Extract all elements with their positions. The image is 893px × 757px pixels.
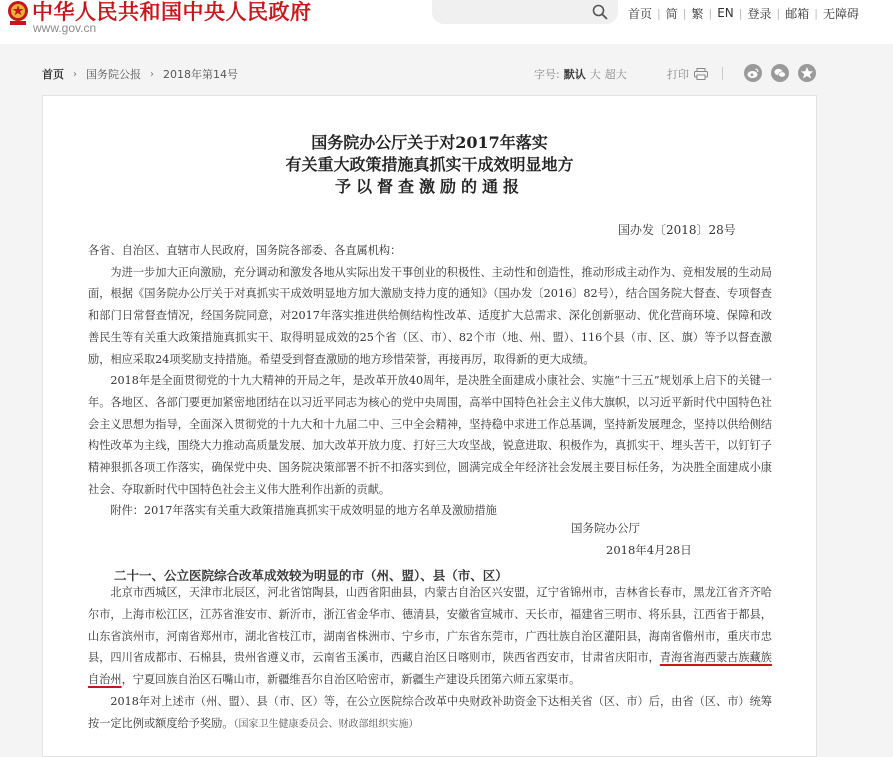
nav-separator: | bbox=[682, 6, 687, 20]
nav-english[interactable]: EN bbox=[717, 6, 734, 20]
font-size-xlarge[interactable]: 超大 bbox=[604, 68, 627, 81]
section-heading: 二十一、公立医院综合改革成效较为明显的市（州、盟）、县（市、区） bbox=[114, 568, 508, 583]
chevron-right-icon: › bbox=[73, 68, 77, 80]
search-icon[interactable] bbox=[592, 4, 608, 20]
nav-separator: | bbox=[657, 6, 661, 20]
article-content bbox=[42, 95, 817, 757]
title-line-2: 有关重大政策措施真抓实干成效明显地方 bbox=[285, 155, 574, 174]
closing-text: 2018年对上述市（州、盟）、县（市、区）等，在公立医院综合改革中央财政补助资金下达相关省（区、市）后，由省（区、市）统筹按一定比例或额度给予奖励。 bbox=[88, 694, 772, 730]
list-text-after: ，宁夏回族自治区石嘴山市，新疆维吾尔自治区哈密市，新疆生产建设兵团第六师五家渠市。 bbox=[121, 673, 581, 687]
nav-mailbox[interactable]: 邮箱 bbox=[785, 6, 810, 21]
nav-separator: | bbox=[776, 6, 781, 20]
salutation: 各省、自治区、直辖市人民政府，国务院各部委、各直属机构： bbox=[88, 244, 402, 257]
list-paragraph bbox=[88, 582, 772, 691]
implementing-agency-note: （国家卫生健康委员会、财政部组织实施） bbox=[233, 718, 419, 730]
weibo-share-icon[interactable] bbox=[744, 64, 762, 82]
font-size-default[interactable]: 默认 bbox=[563, 68, 586, 81]
recipient-list bbox=[88, 582, 772, 736]
nav-home[interactable]: 首页 bbox=[628, 6, 653, 21]
document-body bbox=[88, 240, 772, 522]
attachment-link[interactable]: 附件：2017年落实有关重大政策措施真抓实干成效明显的地方名单及激励措施 bbox=[110, 504, 497, 518]
wechat-share-icon[interactable] bbox=[771, 64, 789, 82]
list-text-before: 北京市西城区，天津市北辰区，河北省馆陶县，山西省阳曲县，内蒙古自治区兴安盟，辽宁省锦州市，吉林省长春市，黑龙江省齐齐哈尔市，上海市松江区，江苏省淮安市、新沂市，浙江省金华市、德清县，安徽省宣城市、天长市，福建省三明市、将乐县，江西省于都县，山东省滨州市，河南省郑州市，湖北省枝江市，湖南省株洲市、宁乡市，广东省东莞市，广西壮族自治区灌阳县，海南省儋州市，重庆市忠县，四川省成都市、石棉县，贵州省遵义市，云南省玉溪市，西藏自治区日喀则市，陕西省西安市，甘肃省庆阳市， bbox=[88, 586, 772, 665]
qzone-share-icon[interactable] bbox=[798, 64, 816, 82]
national-emblem-icon[interactable] bbox=[6, 0, 30, 26]
breadcrumb-gazette[interactable]: 国务院公报 bbox=[86, 68, 141, 81]
chevron-right-icon: › bbox=[150, 68, 154, 80]
site-title[interactable]: 中华人民共和国中央人民政府 bbox=[32, 0, 312, 24]
title-line-3: 予以督查激励的通报 bbox=[334, 177, 524, 196]
breadcrumb-issue[interactable]: 2018年第14号 bbox=[163, 68, 238, 81]
title-line-1: 国务院办公厅关于对2017年落实 bbox=[311, 133, 548, 152]
font-size-large[interactable]: 大 bbox=[589, 68, 601, 81]
breadcrumb bbox=[42, 66, 238, 82]
nav-login[interactable]: 登录 bbox=[747, 6, 772, 21]
site-url[interactable]: www.gov.cn bbox=[33, 21, 97, 35]
issue-date: 2018年4月28日 bbox=[606, 543, 692, 557]
print-label: 打印 bbox=[667, 68, 689, 81]
paragraph: 2018年是全面贯彻党的十九大精神的开局之年，是改革开放40周年，是决胜全面建成小康社会、实施“十三五”规划承上启下的关键一年。各地区、各部门要更加紧密地团结在以习近平同志为核心的党中央周围，高举中国特色社会主义伟大旗帜，以习近平新时代中国特色社会主义思想为指导，全面深入贯彻党的十九大和十九届二中、三中全会精神，坚持稳中求进工作总基调，坚持新发展理念，坚持以供给侧结构性改革为主线，围绕大力推动高质量发展、加大改革开放力度、打好三大攻坚战，锐意进取、积极作为，真抓实干、埋头苦干，以钉钉子精神狠抓各项工作落实，确保党中央、国务院决策部署不折不扣落实到位，圆满完成全年经济社会发展主要目标任务，为决胜全面建成小康社会、夺取新时代中国特色社会主义伟大胜利作出新的贡献。 bbox=[88, 374, 772, 496]
document-title bbox=[43, 132, 816, 198]
paragraph: 为进一步加大正向激励，充分调动和激发各地从实际出发干事创业的积极性、主动性和创造性，推动形成主动作为、竞相发展的生动局面，根据《国务院办公厅关于对真抓实干成效明显地方加大激励支持力度的通知》（国办发〔2016〕82号），结合国务院大督查、专项督查和部门日常督查情况，经国务院同意，对2017年落实推进供给侧结构性改革、适度扩大总需求、深化创新驱动、优化营商环境、保障和改善民生等有关重大政策措施真抓实干、取得明显成效的25个省（区、市）、82个市（地、州、盟）、116个县（市、区、旗）等予以督查激励，相应采取24项奖励支持措施。希望受到督查激励的地方珍惜荣誉，再接再厉，取得新的更大成绩。 bbox=[88, 265, 772, 366]
font-size-selector bbox=[534, 66, 627, 82]
font-size-label: 字号: bbox=[534, 68, 560, 81]
print-button[interactable] bbox=[667, 66, 708, 82]
nav-separator: | bbox=[708, 6, 713, 20]
breadcrumb-home[interactable]: 首页 bbox=[42, 68, 64, 81]
search-box bbox=[432, 0, 618, 24]
signer: 国务院办公厅 bbox=[571, 521, 640, 535]
nav-simplified[interactable]: 简 bbox=[665, 6, 678, 21]
toolbar-divider bbox=[722, 67, 723, 80]
nav-separator: | bbox=[814, 6, 818, 20]
highlighted-region: 青海省海西蒙古族藏族自治州 bbox=[88, 651, 772, 687]
nav-separator: | bbox=[738, 6, 743, 20]
top-nav bbox=[624, 4, 863, 22]
top-header bbox=[0, 0, 893, 44]
search-input[interactable] bbox=[442, 2, 596, 24]
document-number: 国办发〔2018〕28号 bbox=[618, 223, 736, 237]
nav-traditional[interactable]: 繁 bbox=[691, 6, 704, 21]
printer-icon bbox=[694, 68, 708, 80]
nav-accessibility[interactable]: 无障碍 bbox=[822, 6, 859, 21]
closing-paragraph bbox=[88, 691, 772, 736]
